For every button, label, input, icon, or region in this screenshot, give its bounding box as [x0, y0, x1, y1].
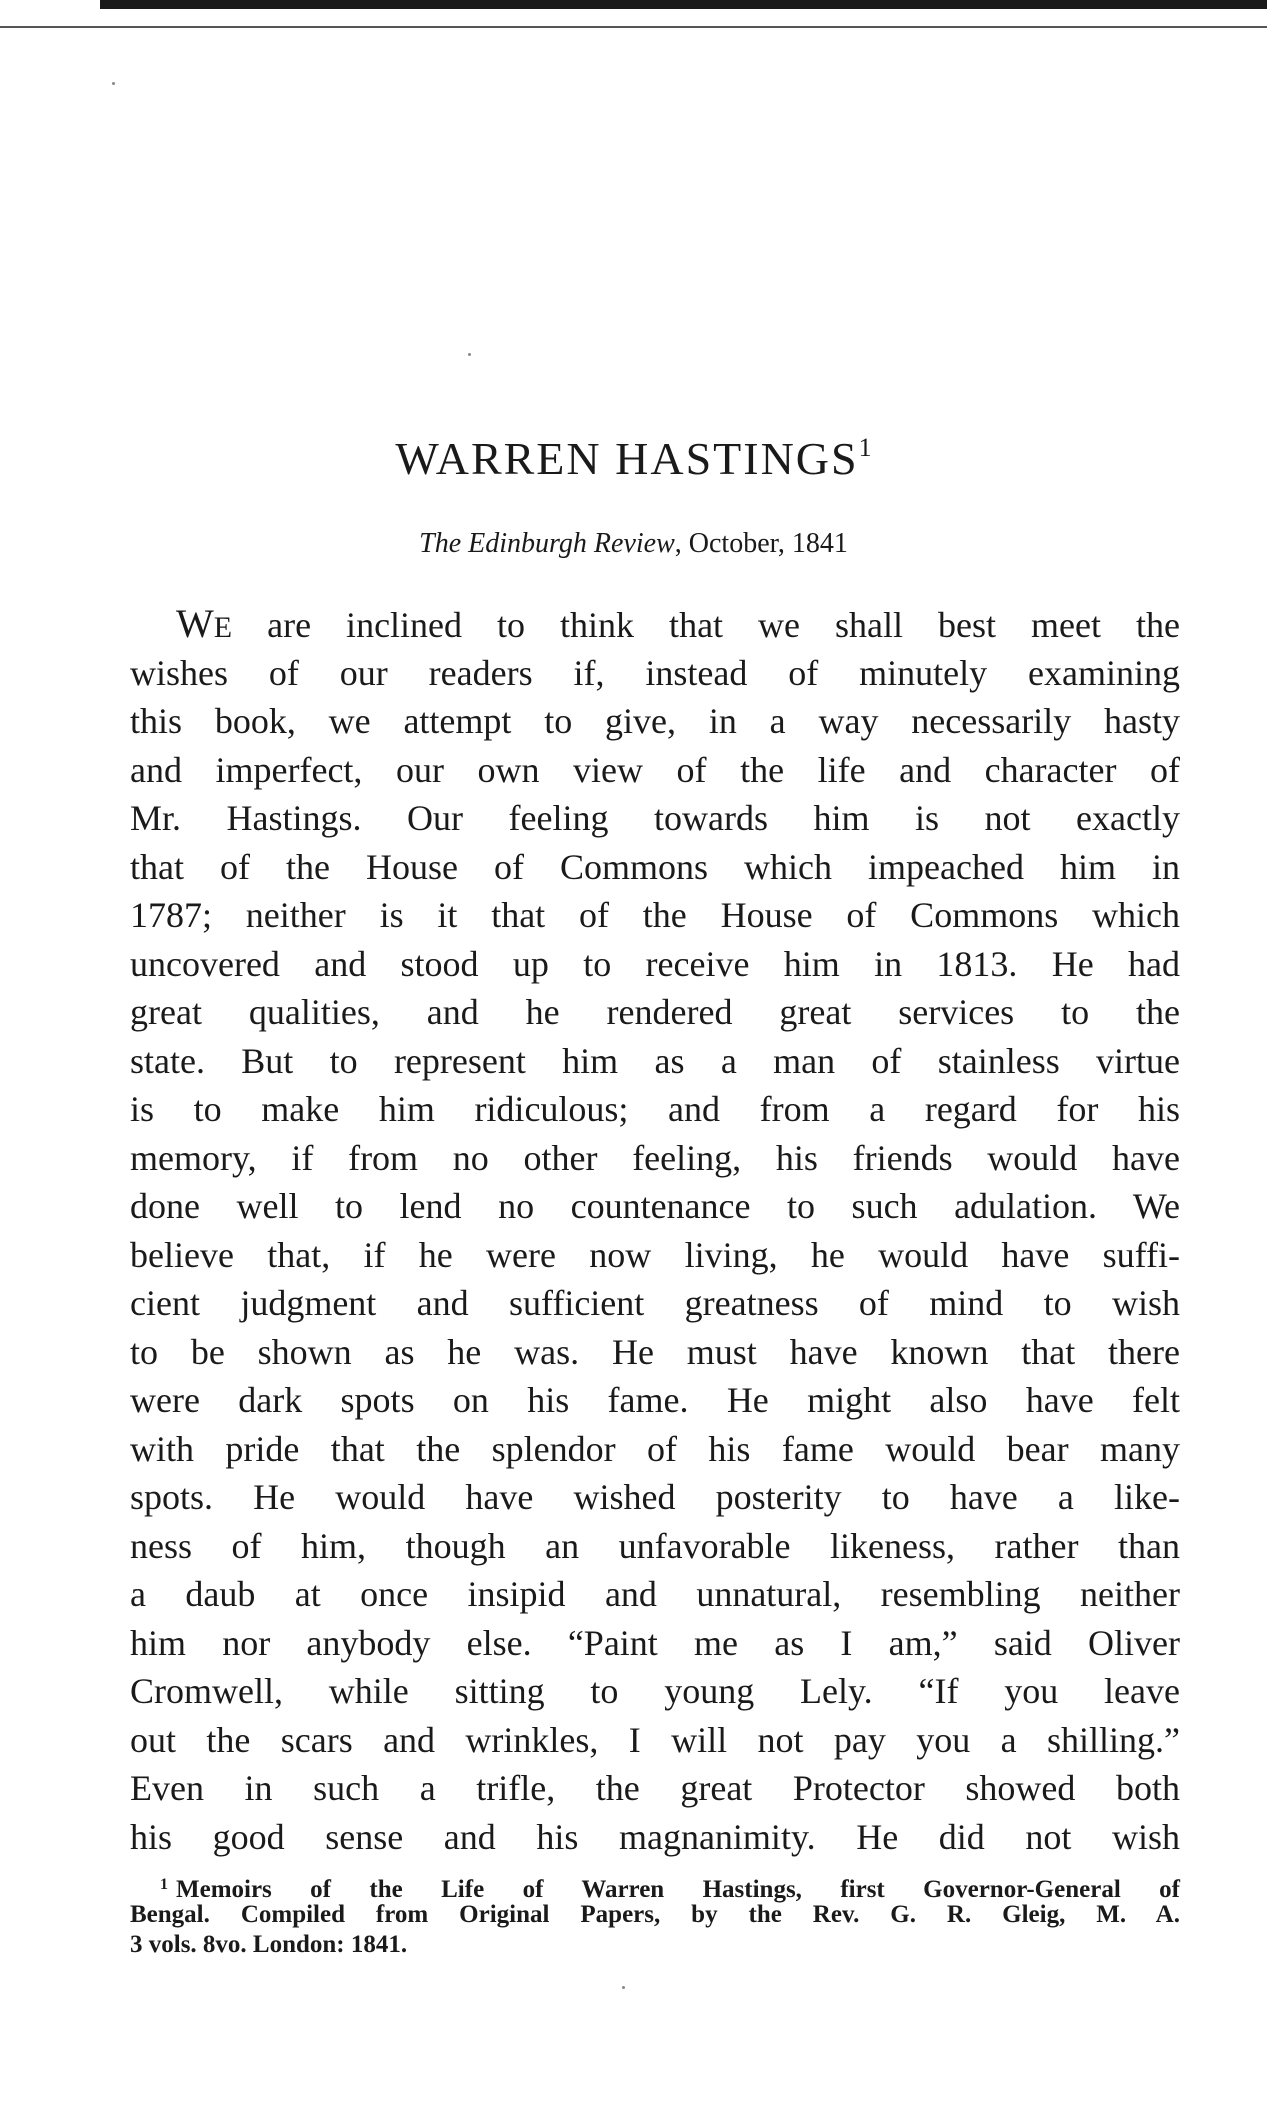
body-line: this book, we attempt to give, in a way necessarily hasty	[130, 701, 1180, 741]
body-line: out the scars and wrinkles, I will not pay you a shilling.”	[130, 1719, 1180, 1760]
body-line: were dark spots on his fame. He might also have felt	[130, 1380, 1180, 1420]
source-publication: The Edinburgh Review	[419, 528, 675, 559]
source-line	[0, 528, 1267, 560]
body-line: memory, if from no other feeling, his friends would have	[130, 1137, 1180, 1178]
body-line: to be shown as he was. He must have known that there	[130, 1331, 1180, 1372]
body-line: is to make him ridiculous; and from a regard for his	[130, 1089, 1180, 1129]
body-line: with pride that the splendor of his fame would bear many	[130, 1428, 1180, 1469]
paper-speck	[468, 353, 471, 356]
footnote-line	[130, 1870, 1180, 1903]
body-line: his good sense and his magnanimity. He did not wish	[130, 1816, 1180, 1857]
footnote-line: 3 vols. 8vo. London: 1841.	[130, 1931, 408, 1958]
body-line: Even in such a trifle, the great Protector showed both	[130, 1768, 1180, 1808]
title-text: WARREN HASTINGS	[395, 433, 859, 484]
paper-speck	[622, 1986, 625, 1989]
body-line: and imperfect, our own view of the life and character of	[130, 749, 1180, 790]
drop-cap: W	[176, 601, 214, 646]
body-line: that of the House of Commons which impeached him in	[130, 846, 1180, 887]
body-line: cient judgment and sufficient greatness of mind to wish	[130, 1283, 1180, 1323]
body-line	[130, 600, 1180, 649]
body-line: 1787; neither is it that of the House of Commons which	[130, 895, 1180, 935]
body-line: believe that, if he were now living, he would have suffi-	[130, 1234, 1180, 1275]
footnote	[130, 1870, 1180, 1960]
body-line: Cromwell, while sitting to young Lely. “If you leave	[130, 1671, 1180, 1711]
top-thin-rule	[0, 26, 1267, 28]
body-line: spots. He would have wished posterity to have a like-	[130, 1477, 1180, 1517]
body-line-text: are inclined to think that we shall best meet the	[232, 605, 1180, 645]
source-date: , October, 1841	[674, 528, 848, 559]
title-footnote-marker: 1	[858, 433, 872, 462]
footnote-line-text: Memoirs of the Life of Warren Hastings, first Governor-General of	[176, 1876, 1180, 1903]
body-paragraph	[130, 600, 1180, 1861]
body-line: a daub at once insipid and unnatural, resembling neither	[130, 1574, 1180, 1614]
page-title	[0, 432, 1267, 485]
footnote-line: Bengal. Compiled from Original Papers, by the Rev. G. R. Gleig, M. A.	[130, 1901, 1180, 1928]
paper-speck	[112, 82, 115, 85]
body-line: Mr. Hastings. Our feeling towards him is not exactly	[130, 798, 1180, 838]
body-line: him nor anybody else. “Paint me as I am,” said Oliver	[130, 1622, 1180, 1663]
footnote-marker: 1	[160, 1876, 168, 1893]
body-line: great qualities, and he rendered great services to the	[130, 992, 1180, 1032]
body-line: uncovered and stood up to receive him in 1813. He had	[130, 943, 1180, 984]
body-line: wishes of our readers if, instead of minutely examining	[130, 652, 1180, 693]
body-line: done well to lend no countenance to such adulation. We	[130, 1186, 1180, 1226]
top-border-rule	[100, 0, 1267, 9]
body-line: state. But to represent him as a man of stainless virtue	[130, 1040, 1180, 1081]
body-line: ness of him, though an unfavorable likeness, rather than	[130, 1525, 1180, 1566]
small-cap: E	[213, 611, 233, 644]
